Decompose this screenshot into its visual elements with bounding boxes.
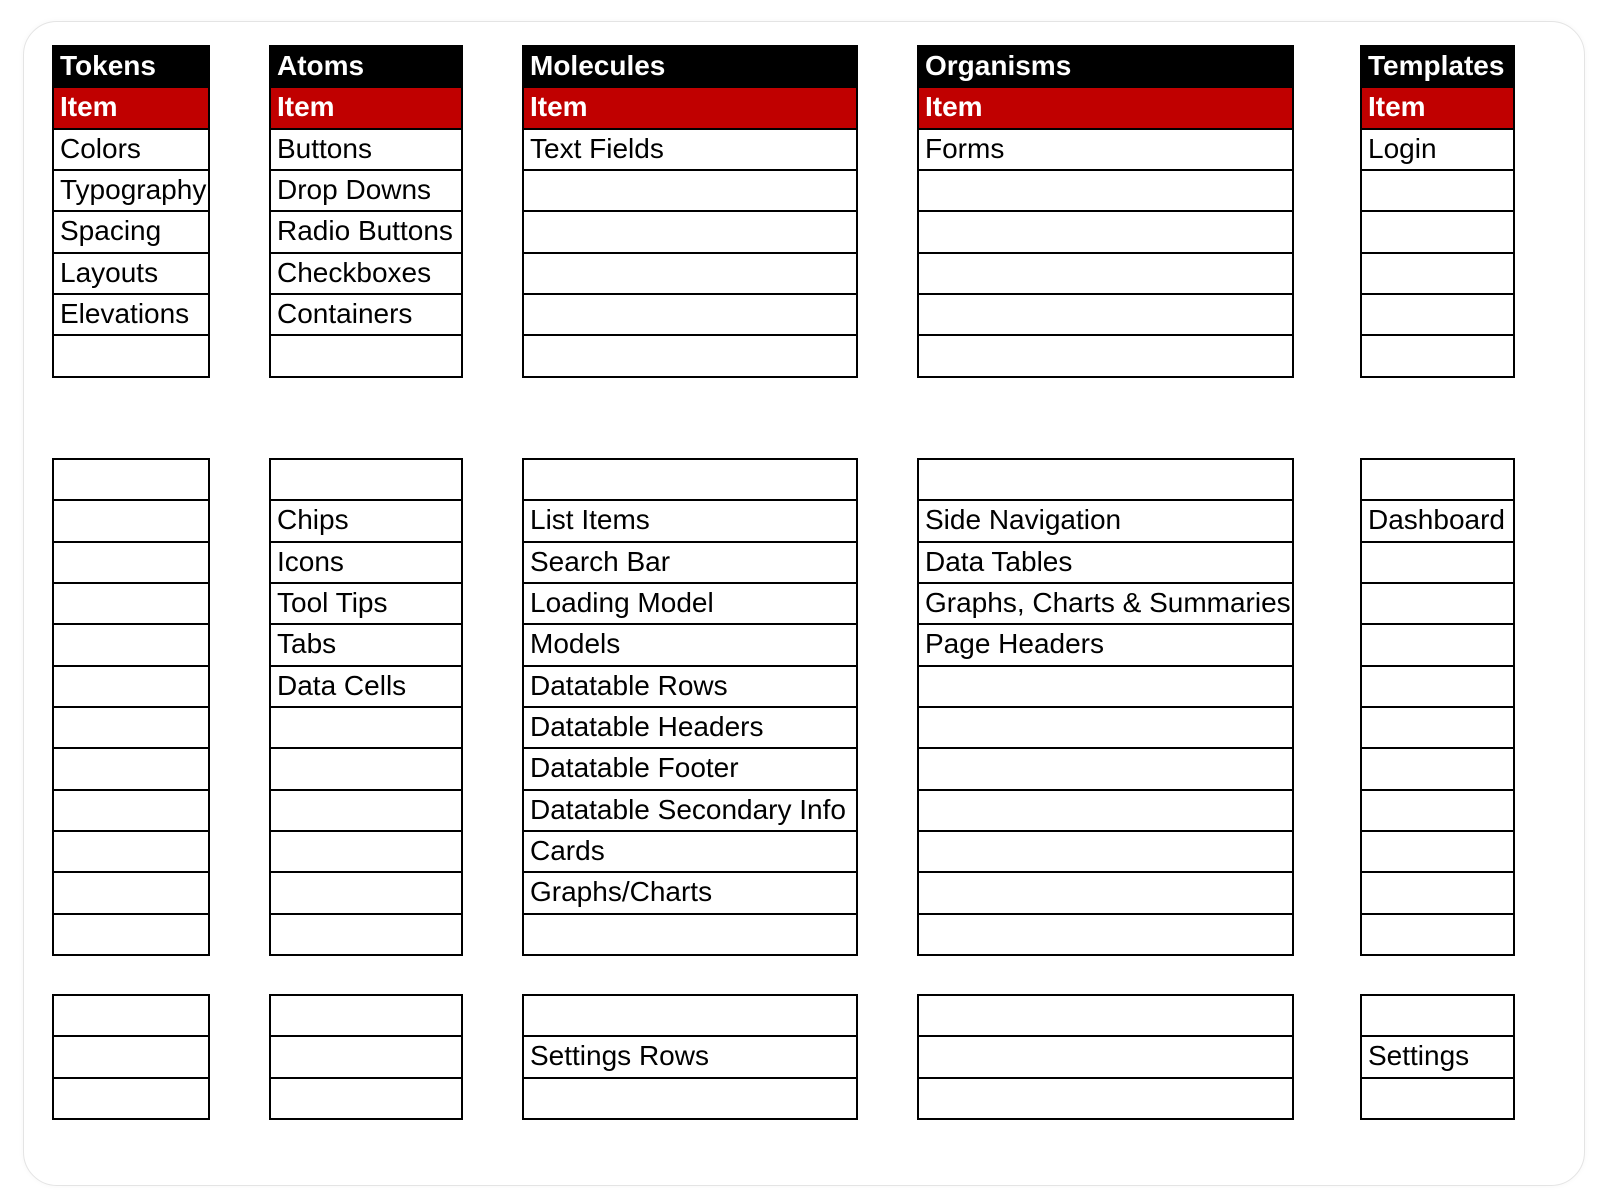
list-item: Search Bar bbox=[522, 541, 858, 584]
list-item bbox=[1360, 623, 1515, 666]
column-molecules bbox=[522, 0, 858, 1199]
list-item bbox=[269, 913, 463, 956]
list-item: Layouts bbox=[52, 252, 210, 295]
list-item: Colors bbox=[52, 128, 210, 171]
list-item bbox=[52, 706, 210, 749]
list-item: Text Fields bbox=[522, 128, 858, 171]
list-item bbox=[917, 210, 1294, 253]
list-item: Data Cells bbox=[269, 665, 463, 708]
list-item: Settings Rows bbox=[522, 1035, 858, 1078]
list-item: Drop Downs bbox=[269, 169, 463, 212]
list-item bbox=[269, 706, 463, 749]
list-item bbox=[1360, 458, 1515, 501]
list-item bbox=[1360, 871, 1515, 914]
list-item: Loading Model bbox=[522, 582, 858, 625]
list-item bbox=[52, 665, 210, 708]
list-item bbox=[52, 1077, 210, 1120]
list-item: Spacing bbox=[52, 210, 210, 253]
list-item bbox=[52, 582, 210, 625]
list-item bbox=[269, 1035, 463, 1078]
list-item: Chips bbox=[269, 499, 463, 542]
list-item bbox=[522, 458, 858, 501]
list-item bbox=[917, 1035, 1294, 1078]
list-item bbox=[1360, 541, 1515, 584]
list-item bbox=[1360, 994, 1515, 1037]
list-item bbox=[52, 623, 210, 666]
list-item bbox=[1360, 789, 1515, 832]
list-item bbox=[269, 1077, 463, 1120]
list-item bbox=[269, 789, 463, 832]
column-subheader: Item bbox=[917, 86, 1294, 129]
list-item bbox=[1360, 665, 1515, 708]
list-item bbox=[917, 830, 1294, 873]
list-item bbox=[917, 334, 1294, 377]
list-item: Buttons bbox=[269, 128, 463, 171]
list-item: Datatable Rows bbox=[522, 665, 858, 708]
list-item bbox=[917, 706, 1294, 749]
list-item bbox=[1360, 293, 1515, 336]
column-organisms bbox=[917, 0, 1294, 1199]
list-item: Graphs, Charts & Summaries bbox=[917, 582, 1294, 625]
list-item bbox=[1360, 582, 1515, 625]
list-item bbox=[52, 789, 210, 832]
list-item: Datatable Footer bbox=[522, 747, 858, 790]
column-header: Organisms bbox=[917, 45, 1294, 88]
list-item bbox=[1360, 1077, 1515, 1120]
list-item bbox=[1360, 334, 1515, 377]
list-item bbox=[917, 458, 1294, 501]
list-item: List Items bbox=[522, 499, 858, 542]
list-item bbox=[52, 458, 210, 501]
column-header: Templates bbox=[1360, 45, 1515, 88]
list-item bbox=[52, 747, 210, 790]
list-item bbox=[269, 458, 463, 501]
column-templates bbox=[1360, 0, 1515, 1199]
list-item bbox=[917, 994, 1294, 1037]
list-item bbox=[1360, 706, 1515, 749]
list-item bbox=[1360, 747, 1515, 790]
column-tokens bbox=[52, 0, 210, 1199]
list-item: Icons bbox=[269, 541, 463, 584]
list-item bbox=[269, 830, 463, 873]
list-item: Login bbox=[1360, 128, 1515, 171]
list-item: Tool Tips bbox=[269, 582, 463, 625]
list-item: Data Tables bbox=[917, 541, 1294, 584]
column-header: Tokens bbox=[52, 45, 210, 88]
list-item bbox=[522, 334, 858, 377]
list-item bbox=[522, 169, 858, 212]
list-item bbox=[522, 1077, 858, 1120]
list-item bbox=[917, 1077, 1294, 1120]
list-item: Forms bbox=[917, 128, 1294, 171]
list-item: Radio Buttons bbox=[269, 210, 463, 253]
list-item: Datatable Secondary Info bbox=[522, 789, 858, 832]
list-item: Containers bbox=[269, 293, 463, 336]
column-header: Atoms bbox=[269, 45, 463, 88]
list-item bbox=[269, 334, 463, 377]
list-item bbox=[1360, 210, 1515, 253]
list-item bbox=[917, 871, 1294, 914]
list-item: Graphs/Charts bbox=[522, 871, 858, 914]
column-subheader: Item bbox=[522, 86, 858, 129]
list-item: Side Navigation bbox=[917, 499, 1294, 542]
list-item bbox=[917, 665, 1294, 708]
list-item bbox=[522, 252, 858, 295]
column-atoms bbox=[269, 0, 463, 1199]
list-item: Models bbox=[522, 623, 858, 666]
list-item bbox=[52, 334, 210, 377]
list-item: Dashboard bbox=[1360, 499, 1515, 542]
column-subheader: Item bbox=[269, 86, 463, 129]
list-item: Page Headers bbox=[917, 623, 1294, 666]
list-item: Checkboxes bbox=[269, 252, 463, 295]
list-item: Typography bbox=[52, 169, 210, 212]
list-item: Cards bbox=[522, 830, 858, 873]
list-item: Elevations bbox=[52, 293, 210, 336]
list-item bbox=[52, 541, 210, 584]
list-item bbox=[269, 871, 463, 914]
list-item bbox=[917, 747, 1294, 790]
list-item bbox=[269, 747, 463, 790]
list-item bbox=[522, 210, 858, 253]
list-item bbox=[52, 994, 210, 1037]
list-item bbox=[917, 293, 1294, 336]
list-item bbox=[52, 913, 210, 956]
list-item bbox=[917, 252, 1294, 295]
list-item bbox=[52, 499, 210, 542]
list-item: Settings bbox=[1360, 1035, 1515, 1078]
list-item bbox=[522, 994, 858, 1037]
list-item bbox=[1360, 169, 1515, 212]
list-item: Datatable Headers bbox=[522, 706, 858, 749]
list-item bbox=[1360, 913, 1515, 956]
column-header: Molecules bbox=[522, 45, 858, 88]
list-item bbox=[917, 169, 1294, 212]
list-item bbox=[1360, 830, 1515, 873]
column-subheader: Item bbox=[1360, 86, 1515, 129]
list-item bbox=[917, 913, 1294, 956]
list-item bbox=[52, 830, 210, 873]
list-item bbox=[522, 293, 858, 336]
column-subheader: Item bbox=[52, 86, 210, 129]
list-item bbox=[52, 1035, 210, 1078]
list-item bbox=[917, 789, 1294, 832]
list-item bbox=[1360, 252, 1515, 295]
list-item bbox=[522, 913, 858, 956]
list-item: Tabs bbox=[269, 623, 463, 666]
list-item bbox=[52, 871, 210, 914]
list-item bbox=[269, 994, 463, 1037]
